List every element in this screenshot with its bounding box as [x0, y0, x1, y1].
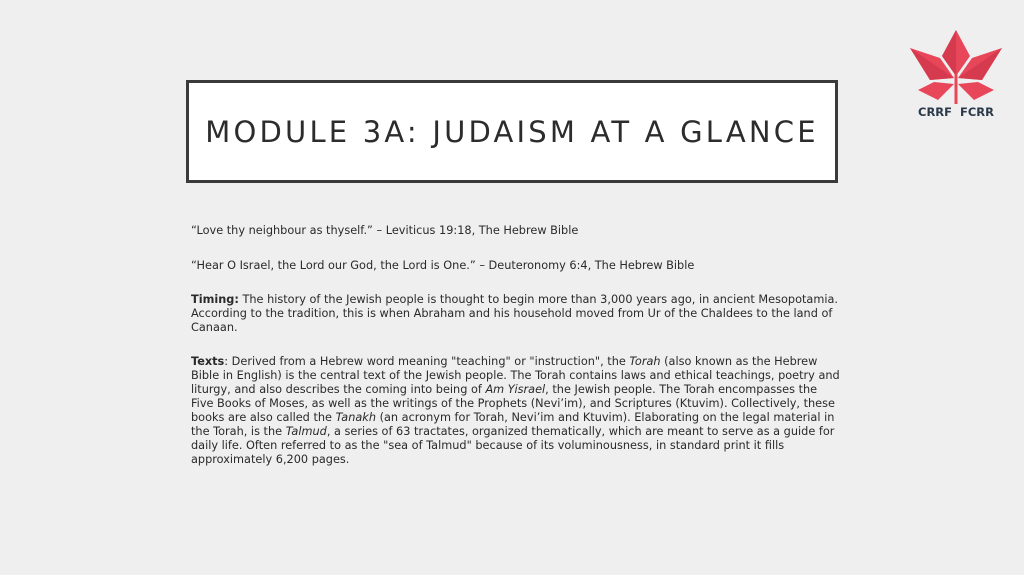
crrf-logo	[904, 28, 1008, 124]
title-box	[186, 80, 838, 183]
texts-part3: , the Jewish people. The Torah encompasses the Five Books of Moses, as well as the writings of the Prophets (Nevi’im), and Scriptures (Ktuvim). Collectively, these books are also called the	[191, 383, 835, 424]
maple-leaf-icon	[904, 28, 1008, 108]
texts-tanakh: Tanakh	[335, 411, 376, 424]
texts-paragraph	[191, 355, 841, 467]
slide-title: MODULE 3A: JUDAISM AT A GLANCE	[205, 114, 819, 149]
quote-leviticus: “Love thy neighbour as thyself.” – Leviticus 19:18, The Hebrew Bible	[191, 224, 579, 237]
texts-am-yisrael: Am Yisrael	[485, 383, 546, 396]
texts-part2: (also known as the Hebrew Bible in English) is the central text of the Jewish people. The Torah contains laws and ethical teachings, poetry and liturgy, and also describes the coming into being of	[191, 355, 840, 396]
timing-label: Timing:	[191, 293, 239, 306]
timing-paragraph	[191, 293, 841, 335]
logo-text-fcrr: FCRR	[959, 105, 994, 119]
slide-content	[191, 224, 841, 487]
logo-caption	[904, 105, 1008, 119]
texts-label: Texts	[191, 355, 225, 368]
logo-text-crrf: CRRF	[918, 105, 953, 119]
texts-talmud: Talmud	[285, 425, 327, 438]
texts-part5: , a series of 63 tractates, organized thematically, which are meant to serve as a guide for daily life. Often referred to as the "sea of Talmud" because of its voluminousness, in standard print it fills approximately 6,200 pages.	[191, 425, 835, 466]
texts-torah: Torah	[629, 355, 661, 368]
texts-part1: : Derived from a Hebrew word meaning "teaching" or "instruction", the	[224, 355, 630, 368]
timing-text: The history of the Jewish people is thought to begin more than 3,000 years ago, in ancient Mesopotamia. According to the tradition, this is when Abraham and his household moved from Ur of the Chaldees to the land of Canaan.	[191, 293, 838, 334]
texts-part4: (an acronym for Torah, Nevi’im and Ktuvim). Elaborating on the legal material in the Torah, is the	[191, 411, 835, 438]
quote-deuteronomy: “Hear O Israel, the Lord our God, the Lord is One.” – Deuteronomy 6:4, The Hebrew Bible	[191, 259, 695, 272]
